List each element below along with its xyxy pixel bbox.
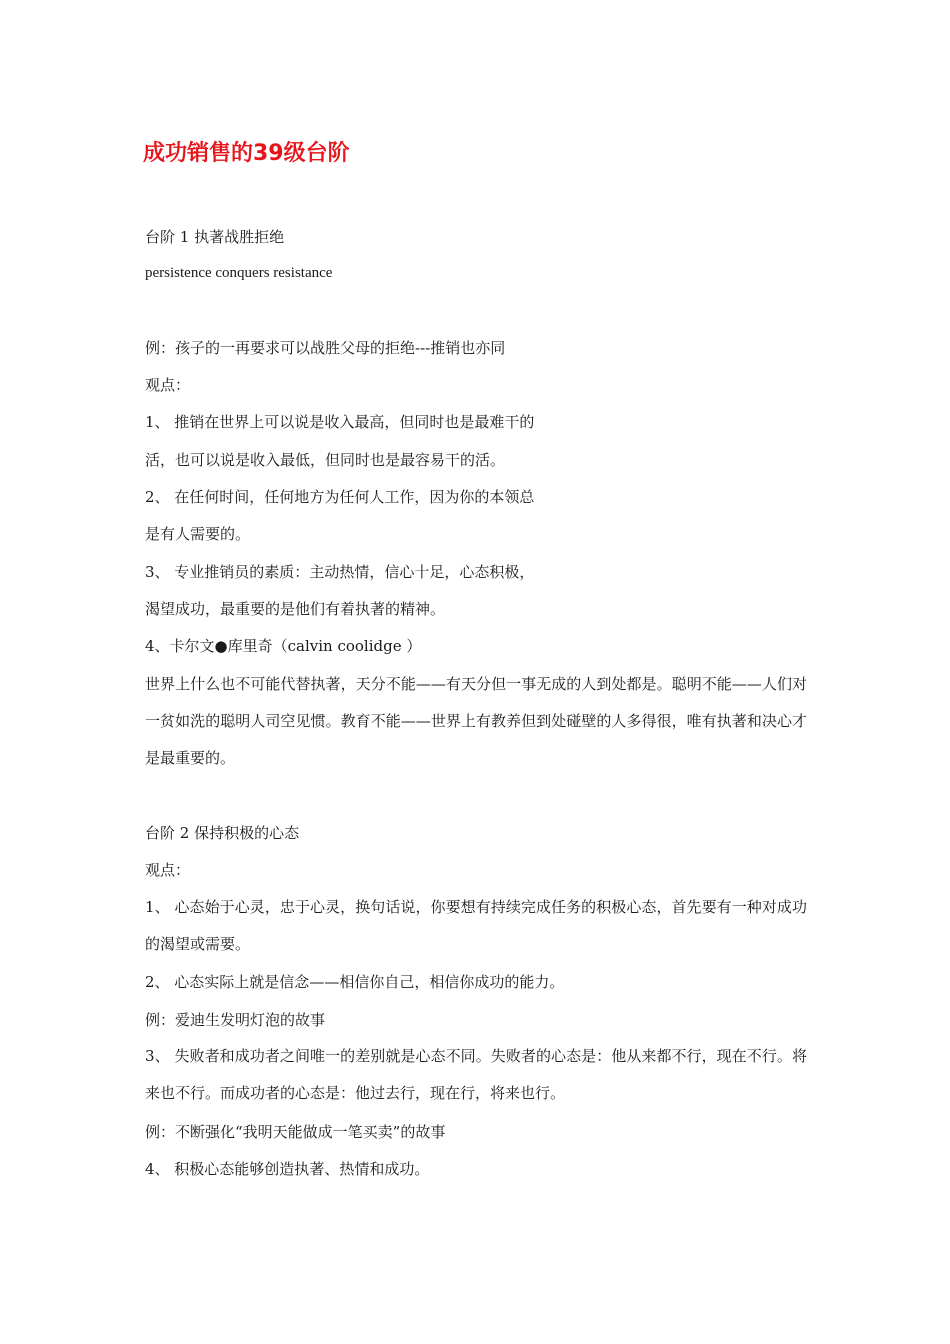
- step1-point2-line1: 2、 在任何时间，任何地方为任何人工作，因为你的本领总: [145, 488, 535, 506]
- step1-viewpoint-label: 观点：: [145, 376, 191, 394]
- step1-point2-line2: 是有人需要的。: [145, 525, 251, 543]
- step1-heading: 台阶 1 执著战胜拒绝: [145, 228, 285, 246]
- step1-point1-line2: 活，也可以说是收入最低，但同时也是最容易干的活。: [145, 451, 506, 469]
- step1-example: 例：孩子的一再要求可以战胜父母的拒绝---推销也亦同: [145, 339, 506, 357]
- step1-point4-heading: 4、卡尔文●库里奇（calvin coolidge ）: [145, 637, 422, 655]
- step2-point3: 3、 失败者和成功者之间唯一的差别就是心态不同。失败者的心态是：他从来都不行，现在不行。将来也不行。而成功者的心态是：他过去行，现在行，将来也行。: [145, 1047, 807, 1102]
- step2-heading: 台阶 2 保持积极的心态: [145, 824, 300, 842]
- step2-point2: 2、 心态实际上就是信念——相信你自己，相信你成功的能力。: [145, 973, 565, 991]
- document-title: 成功销售的39级台阶: [143, 141, 350, 166]
- step2-example1: 例：爱迪生发明灯泡的故事: [145, 1011, 326, 1029]
- step1-point4-body: 世界上什么也不可能代替执著，天分不能——有天分但一事无成的人到处都是。聪明不能——人们对一贫如洗的聪明人司空见惯。教育不能——世界上有教养但到处碰壁的人多得很，唯有执著和决心才是最重要的。: [145, 675, 807, 767]
- step1-english: persistence conquers resistance: [145, 265, 333, 281]
- step2-example2: 例：不断强化“我明天能做成一笔买卖”的故事: [145, 1123, 446, 1141]
- step2-viewpoint-label: 观点：: [145, 861, 191, 879]
- step2-point1: 1、 心态始于心灵，忠于心灵，换句话说，你要想有持续完成任务的积极心态，首先要有一种对成功的渴望或需要。: [145, 898, 807, 953]
- step1-point3-line1: 3、 专业推销员的素质：主动热情，信心十足，心态积极，: [145, 563, 535, 581]
- step1-point1-line1: 1、 推销在世界上可以说是收入最高，但同时也是最难干的: [145, 413, 535, 431]
- step2-point4: 4、 积极心态能够创造执著、热情和成功。: [145, 1160, 430, 1178]
- step1-point3-line2: 渴望成功，最重要的是他们有着执著的精神。: [145, 600, 446, 618]
